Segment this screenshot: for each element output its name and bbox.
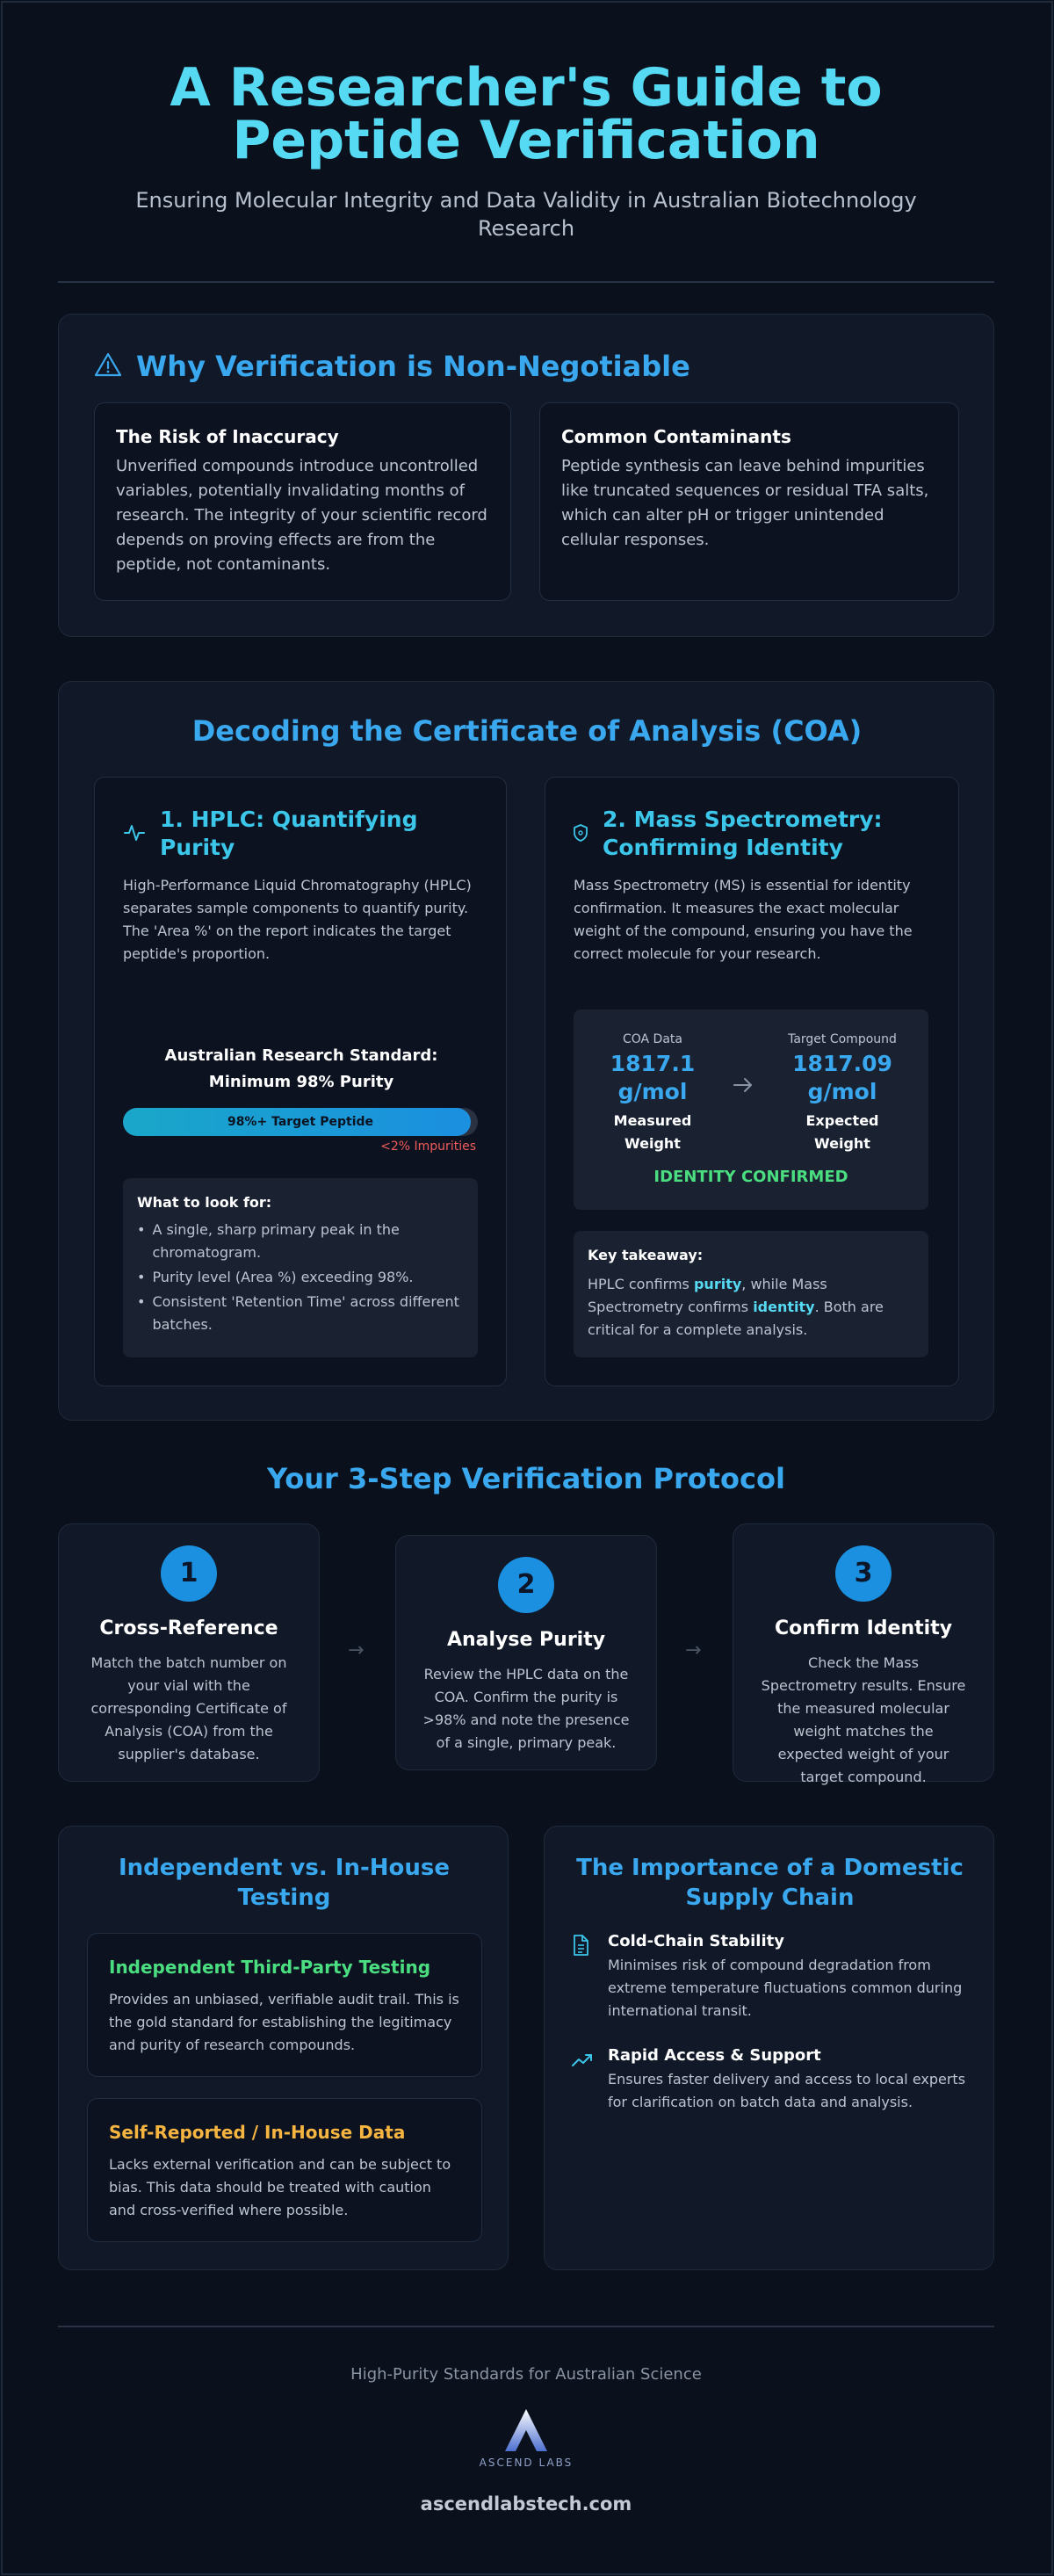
mass-comparison-box [574, 1009, 928, 1210]
page-subtitle: Ensuring Molecular Integrity and Data Validity in Australian Biotechnology Research [135, 188, 917, 241]
footer-divider [58, 2326, 994, 2327]
ms-card [545, 777, 959, 1386]
risk-card [94, 402, 511, 601]
contaminants-text: Peptide synthesis can leave behind impurities like truncated sequences or residual TFA salts, which can alter pH or trigger unintended cellular responses. [561, 457, 929, 549]
arrow-right-icon [732, 1075, 754, 1096]
inhouse-text: Lacks external verification and can be subject to bias. This data should be treated with caution and cross-verified where possible. [109, 2156, 451, 2218]
hplc-title [160, 806, 418, 862]
rapid-access-text: Ensures faster delivery and access to local experts for clarification on batch data and analysis. [608, 2071, 966, 2110]
coa-heading: Decoding the Certificate of Analysis (COA) [191, 714, 863, 748]
contaminants-card [539, 402, 959, 601]
takeaway-title: Key takeaway: [588, 1247, 704, 1263]
domestic-supply-section [544, 1826, 994, 2270]
target-value: 1817.09 g/mol [792, 1051, 892, 1104]
ascend-labs-logo-icon [500, 2407, 552, 2453]
standard-line-1: Australian Research Standard: [164, 1046, 438, 1065]
step-title: Cross-Reference [99, 1617, 278, 1639]
footer-url[interactable]: ascendlabstech.com [420, 2493, 632, 2514]
page-title [58, 57, 994, 171]
coa-data-value: 1817.1 g/mol [610, 1051, 696, 1104]
target-label: Target Compound [788, 1032, 897, 1046]
document-icon [571, 1934, 590, 1957]
page-header [58, 57, 994, 283]
shield-icon [572, 823, 589, 843]
cold-chain-text: Minimises risk of compound degradation from extreme temperature fluctuations common during international transit. [608, 1957, 963, 2019]
risk-title: The Risk of Inaccuracy [116, 426, 339, 447]
ms-title [603, 806, 883, 862]
protocol-heading: Your 3-Step Verification Protocol [267, 1462, 785, 1495]
step-arrow: → [348, 1639, 365, 1661]
contaminants-title: Common Contaminants [561, 426, 791, 447]
why-heading: Why Verification is Non-Negotiable [136, 350, 690, 383]
takeaway-text: HPLC confirms purity, while Mass Spectrometry confirms identity. Both are critical for a complete analysis. [588, 1276, 884, 1338]
page [58, 0, 994, 2514]
title-line-1: A Researcher's Guide to [170, 57, 883, 119]
cold-chain-title: Cold-Chain Stability [608, 1932, 784, 1950]
testing-section [58, 1826, 509, 2270]
warning-icon [94, 351, 122, 378]
list-item: • A single, sharp primary peak in the chromatogram. [137, 1221, 400, 1261]
why-verification-section [58, 314, 994, 637]
step-number: 2 [498, 1557, 554, 1613]
cold-chain-item [608, 1932, 977, 2022]
purity-bar [123, 1108, 478, 1136]
ms-title-line-1: 2. Mass Spectrometry: [603, 807, 883, 832]
step-title: Confirm Identity [774, 1617, 953, 1639]
risk-text: Unverified compounds introduce uncontrolled variables, potentially invalidating months of research. The integrity of your scientific record depends on proving effects are from the peptide, not contaminants. [116, 457, 487, 574]
target-compound-column [763, 1032, 921, 1155]
trend-up-icon [571, 2051, 594, 2069]
purity-bar-label: 98%+ Target Peptide [227, 1115, 374, 1129]
impurities-label: <2% Impurities [380, 1140, 476, 1154]
inhouse-title: Self-Reported / In-House Data [109, 2122, 406, 2143]
step-card-2 [395, 1535, 657, 1770]
ms-title-line-2: Confirming Identity [603, 835, 843, 860]
coa-data-label: COA Data [622, 1032, 682, 1046]
independent-title: Independent Third-Party Testing [109, 1957, 431, 1978]
step-arrow: → [685, 1639, 702, 1661]
independent-testing-card [87, 1933, 482, 2077]
hplc-title-line-1: 1. HPLC: Quantifying [160, 807, 418, 832]
ms-text: Mass Spectrometry (MS) is essential for identity confirmation. It measures the exact molecular weight of the compound, ensuring you have the correct molecule for your research. [574, 877, 913, 962]
target-caption: Expected Weight [805, 1112, 879, 1152]
coa-data-column [574, 1032, 732, 1155]
step-card-1 [58, 1523, 320, 1782]
step-description: Check the Mass Spectrometry results. Ensure the measured molecular weight matches the expected weight of your target compound. [761, 1654, 966, 1785]
independent-text: Provides an unbiased, verifiable audit trail. This is the gold standard for establishing the legitimacy and purity of research compounds. [109, 1991, 459, 2053]
title-line-2: Peptide Verification [232, 110, 820, 171]
identity-confirmed-label: IDENTITY CONFIRMED [653, 1168, 848, 1186]
hplc-card [94, 777, 507, 1386]
header-divider [58, 281, 994, 283]
step-description: Review the HPLC data on the COA. Confirm the purity is >98% and note the presence of a single, primary peak. [422, 1666, 630, 1751]
standard-line-2: Minimum 98% Purity [208, 1073, 394, 1091]
step-card-3 [733, 1523, 994, 1785]
footer-tagline: High-Purity Standards for Australian Science [350, 2365, 702, 2384]
logo-text: ASCEND LABS [479, 2457, 574, 2469]
pulse-icon [123, 821, 146, 844]
domestic-heading: The Importance of a Domestic Supply Chain [576, 1855, 964, 1911]
key-takeaway-box [574, 1231, 928, 1357]
testing-heading: Independent vs. In-House Testing [119, 1855, 450, 1911]
look-title: What to look for: [137, 1194, 272, 1211]
rapid-access-item [608, 2046, 977, 2114]
step-title: Analyse Purity [446, 1629, 606, 1651]
rapid-access-title: Rapid Access & Support [608, 2046, 821, 2065]
coa-data-caption: Measured Weight [613, 1112, 692, 1152]
hplc-text: High-Performance Liquid Chromatography (HPLC) separates sample components to quantify purity. The 'Area %' on the report indicates the target peptide's proportion. [123, 877, 472, 962]
coa-section [58, 681, 994, 1421]
australian-standard [95, 1043, 508, 1096]
step-number: 3 [835, 1545, 892, 1602]
what-to-look-for-box [123, 1178, 478, 1357]
step-description: Match the batch number on your vial with the corresponding Certificate of Analysis (COA) from the supplier's database. [90, 1654, 287, 1762]
list-item: • Consistent 'Retention Time' across different batches. [137, 1293, 459, 1333]
list-item: • Purity level (Area %) exceeding 98%. [137, 1269, 414, 1285]
hplc-title-line-2: Purity [160, 835, 235, 860]
step-number: 1 [161, 1545, 217, 1602]
inhouse-data-card [87, 2098, 482, 2242]
look-list [137, 1219, 471, 1336]
